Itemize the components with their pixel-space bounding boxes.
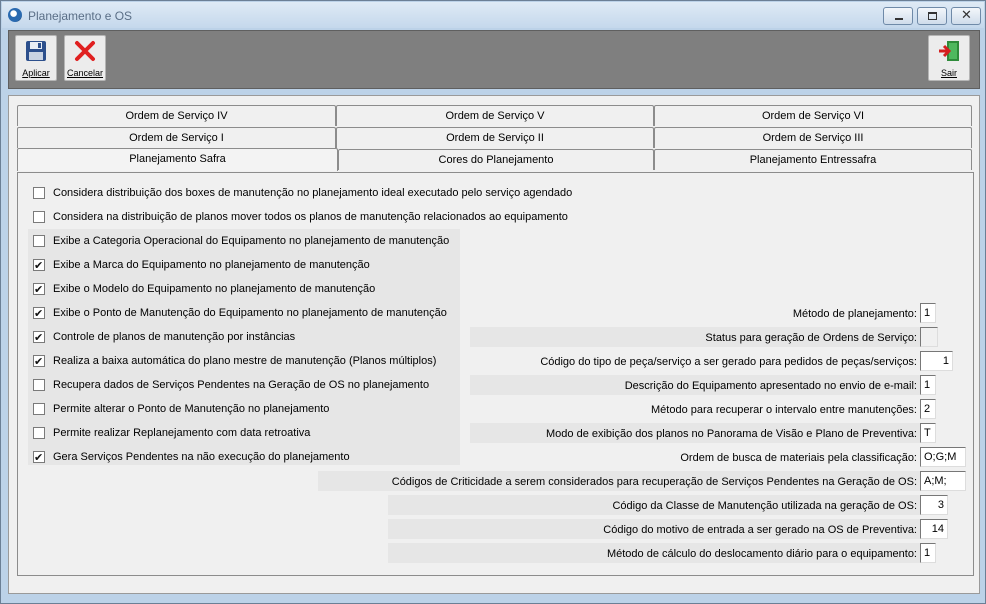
tab-planejamento-entressafra[interactable]: Planejamento Entressafra xyxy=(654,149,972,170)
checkbox[interactable] xyxy=(33,355,45,367)
field-label: Método para recuperar o intervalo entre manutenções: xyxy=(651,404,917,416)
tab-content xyxy=(17,172,974,576)
option-label: Considera distribuição dos boxes de manutenção no planejamento ideal executado pelo serviço agendado xyxy=(53,187,573,199)
status-os-input[interactable] xyxy=(920,327,938,347)
title-bar xyxy=(2,2,984,28)
apply-button[interactable] xyxy=(15,35,57,81)
codigos-criticidade-input[interactable]: A;M; xyxy=(920,471,966,491)
tab-os-ii[interactable]: Ordem de Serviço II xyxy=(336,127,654,148)
checkbox[interactable] xyxy=(33,235,45,247)
option-label: Recupera dados de Serviços Pendentes na Geração de OS no planejamento xyxy=(53,379,430,391)
cancel-label: Cancelar xyxy=(66,68,104,78)
field-label: Código do tipo de peça/serviço a ser gerado para pedidos de peças/serviços: xyxy=(540,356,917,368)
maximize-icon xyxy=(928,12,937,20)
tab-cores-planejamento[interactable]: Cores do Planejamento xyxy=(338,149,654,170)
checkbox[interactable] xyxy=(33,259,45,271)
classe-manutencao-input[interactable]: 3 xyxy=(920,495,948,515)
ordem-busca-materiais-input[interactable]: O;G;M xyxy=(920,447,966,467)
field-row xyxy=(388,495,920,515)
option-label: Exibe a Categoria Operacional do Equipamento no planejamento de manutenção xyxy=(53,235,450,247)
minimize-icon xyxy=(895,18,903,20)
cancel-button[interactable] xyxy=(64,35,106,81)
field-row xyxy=(470,447,920,467)
tipo-peca-input[interactable]: 1 xyxy=(920,351,953,371)
field-row xyxy=(470,351,920,371)
checkbox[interactable] xyxy=(33,427,45,439)
toolbar xyxy=(8,30,980,89)
field-row xyxy=(470,327,920,347)
field-label: Descrição do Equipamento apresentado no envio de e-mail: xyxy=(624,380,917,392)
tab-os-iv[interactable]: Ordem de Serviço IV xyxy=(17,105,336,126)
field-row xyxy=(318,471,920,491)
checkbox[interactable] xyxy=(33,403,45,415)
checkbox[interactable] xyxy=(33,307,45,319)
checkbox[interactable] xyxy=(33,283,45,295)
exit-button[interactable] xyxy=(928,35,970,81)
tab-os-vi[interactable]: Ordem de Serviço VI xyxy=(654,105,972,126)
field-row xyxy=(470,423,920,443)
option-label: Permite alterar o Ponto de Manutenção no planejamento xyxy=(53,403,330,415)
motivo-entrada-input[interactable]: 14 xyxy=(920,519,948,539)
field-label: Códigos de Criticidade a serem considerados para recuperação de Serviços Pendentes na Geração de OS: xyxy=(391,476,917,488)
field-label: Método de cálculo do deslocamento diário para o equipamento: xyxy=(606,548,917,560)
option-label: Realiza a baixa automática do plano mestre de manutenção (Planos múltiplos) xyxy=(53,355,437,367)
field-label: Código da Classe de Manutenção utilizada na geração de OS: xyxy=(612,500,917,512)
minimize-button[interactable] xyxy=(883,7,913,25)
option-label: Controle de planos de manutenção por instâncias xyxy=(53,331,296,343)
checkbox[interactable] xyxy=(33,187,45,199)
close-icon: ✕ xyxy=(961,8,972,23)
cancel-x-icon xyxy=(74,40,96,62)
option-label: Permite realizar Replanejamento com data retroativa xyxy=(53,427,311,439)
exit-label: Sair xyxy=(940,68,957,78)
tab-planejamento-safra[interactable]: Planejamento Safra xyxy=(17,148,338,171)
exit-door-icon xyxy=(938,40,960,62)
option-label: Exibe a Marca do Equipamento no planejamento de manutenção xyxy=(53,259,370,271)
checkbox[interactable] xyxy=(33,211,45,223)
option-label: Gera Serviços Pendentes na não execução do planejamento xyxy=(53,451,350,463)
modo-exibicao-input[interactable]: T xyxy=(920,423,936,443)
tab-os-v[interactable]: Ordem de Serviço V xyxy=(336,105,654,126)
field-label: Método de planejamento: xyxy=(792,308,917,320)
option-label: Exibe o Ponto de Manutenção do Equipamento no planejamento de manutenção xyxy=(53,307,447,319)
tab-os-i[interactable]: Ordem de Serviço I xyxy=(17,127,336,148)
checkbox[interactable] xyxy=(33,451,45,463)
window-title: Planejamento e OS xyxy=(28,9,133,23)
checkbox[interactable] xyxy=(33,379,45,391)
field-label: Status para geração de Ordens de Serviço: xyxy=(705,332,917,344)
calculo-deslocamento-input[interactable]: 1 xyxy=(920,543,936,563)
descricao-equipamento-input[interactable]: 1 xyxy=(920,375,936,395)
checkbox[interactable] xyxy=(33,331,45,343)
settings-panel xyxy=(8,95,980,594)
save-icon xyxy=(25,40,47,62)
field-row xyxy=(388,543,920,563)
option-label: Considera na distribuição de planos mover todos os planos de manutenção relacionados ao equipamento xyxy=(53,211,568,223)
field-label: Ordem de busca de materiais pela classificação: xyxy=(680,452,917,464)
field-row xyxy=(470,399,920,419)
field-row xyxy=(388,519,920,539)
tab-os-iii[interactable]: Ordem de Serviço III xyxy=(654,127,972,148)
field-row xyxy=(470,375,920,395)
metodo-planejamento-input[interactable]: 1 xyxy=(920,303,936,323)
close-button[interactable] xyxy=(951,7,981,25)
option-label: Exibe o Modelo do Equipamento no planejamento de manutenção xyxy=(53,283,376,295)
intervalo-manutencoes-input[interactable]: 2 xyxy=(920,399,936,419)
field-label: Código do motivo de entrada a ser gerado na OS de Preventiva: xyxy=(603,524,917,536)
app-icon xyxy=(8,8,22,22)
field-label: Modo de exibição dos planos no Panorama de Visão e Plano de Preventiva: xyxy=(546,428,917,440)
apply-label: Aplicar xyxy=(22,68,50,78)
maximize-button[interactable] xyxy=(917,7,947,25)
field-row xyxy=(470,303,920,323)
